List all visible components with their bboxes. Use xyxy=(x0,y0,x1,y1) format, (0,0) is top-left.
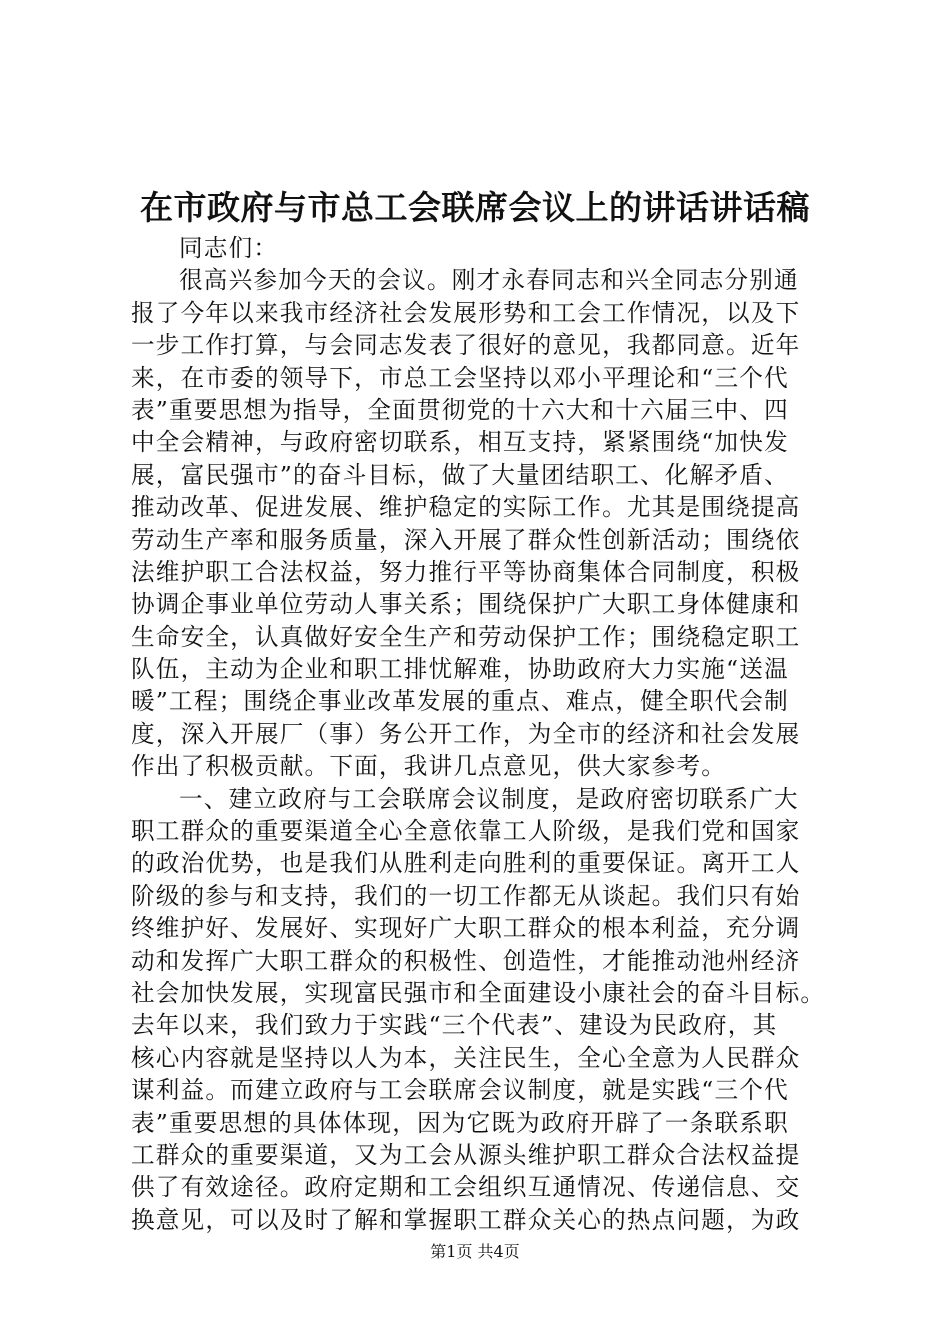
paragraph-line: 来，在市委的领导下，市总工会坚持以邓小平理论和“三个代 xyxy=(131,363,789,392)
paragraph-line: 劳动生产率和服务质量，深入开展了群众性创新活动；围绕依 xyxy=(131,525,801,554)
paragraph-line: 展，富民强市”的奋斗目标，做了大量团结职工、化解矛盾、 xyxy=(131,460,789,489)
paragraph-line: 协调企事业单位劳动人事关系；围绕保护广大职工身体健康和 xyxy=(131,590,801,619)
paragraph-line: 表”重要思想的具体体现，因为它既为政府开辟了一条联系职 xyxy=(131,1108,789,1137)
paragraph-line: 暖”工程；围绕企事业改革发展的重点、难点，健全职代会制 xyxy=(131,687,789,716)
paragraph-line: 法维护职工合法权益，努力推行平等协商集体合同制度，积极 xyxy=(131,557,801,586)
paragraph-line: 生命安全，认真做好安全生产和劳动保护工作；围绕稳定职工 xyxy=(131,622,801,651)
paragraph-line: 队伍，主动为企业和职工排忧解难，协助政府大力实施“送温 xyxy=(131,655,789,684)
paragraph-line: 职工群众的重要渠道全心全意依靠工人阶级，是我们党和国家 xyxy=(131,817,801,846)
salutation-line: 同志们： xyxy=(179,234,279,262)
paragraph-line: 去年以来，我们致力于实践“三个代表”、建设为民政府，其 xyxy=(131,1011,778,1040)
paragraph-line: 终维护好、发展好、实现好广大职工群众的根本利益，充分调 xyxy=(131,914,801,943)
paragraph-line: 动和发挥广大职工群众的积极性、创造性，才能推动池州经济 xyxy=(131,946,801,975)
paragraph-line: 阶级的参与和支持，我们的一切工作都无从谈起。我们只有始 xyxy=(131,881,801,910)
paragraph-line: 核心内容就是坚持以人为本，关注民生，全心全意为人民群众 xyxy=(131,1043,801,1072)
paragraph-line: 报了今年以来我市经济社会发展形势和工会工作情况，以及下 xyxy=(131,298,801,327)
paragraph-line: 一、建立政府与工会联席会议制度，是政府密切联系广大 xyxy=(179,784,799,813)
paragraph-line: 换意见，可以及时了解和掌握职工群众关心的热点问题，为政 xyxy=(131,1205,801,1234)
paragraph-line: 表”重要思想为指导，全面贯彻党的十六大和十六届三中、四 xyxy=(131,395,789,424)
paragraph-line: 的政治优势，也是我们从胜利走向胜利的重要保证。离开工人 xyxy=(131,849,801,878)
document-body xyxy=(131,232,824,1236)
paragraph-line: 作出了积极贡献。下面，我讲几点意见，供大家参考。 xyxy=(131,752,727,781)
paragraph-line: 推动改革、促进发展、维护稳定的实际工作。尤其是围绕提高 xyxy=(131,493,801,522)
paragraph-line: 一步工作打算，与会同志发表了很好的意见，我都同意。近年 xyxy=(131,331,801,360)
paragraph-line: 度，深入开展厂（事）务公开工作，为全市的经济和社会发展 xyxy=(131,719,801,748)
paragraph-line: 中全会精神，与政府密切联系，相互支持，紧紧围绕“加快发 xyxy=(131,428,789,457)
page-footer: 第1页 共4页 xyxy=(430,1242,520,1261)
paragraph-line: 很高兴参加今天的会议。刚才永春同志和兴全同志分别通 xyxy=(179,266,799,295)
document-title: 在市政府与市总工会联席会议上的讲话讲话稿 xyxy=(140,188,810,227)
paragraph-line: 谋利益。而建立政府与工会联席会议制度，就是实践“三个代 xyxy=(131,1076,789,1105)
paragraph-line: 供了有效途径。政府定期和工会组织互通情况、传递信息、交 xyxy=(131,1173,801,1202)
paragraph-line: 社会加快发展，实现富民强市和全面建设小康社会的奋斗目标。 xyxy=(131,978,826,1007)
paragraph-line: 工群众的重要渠道，又为工会从源头维护职工群众合法权益提 xyxy=(131,1140,801,1169)
